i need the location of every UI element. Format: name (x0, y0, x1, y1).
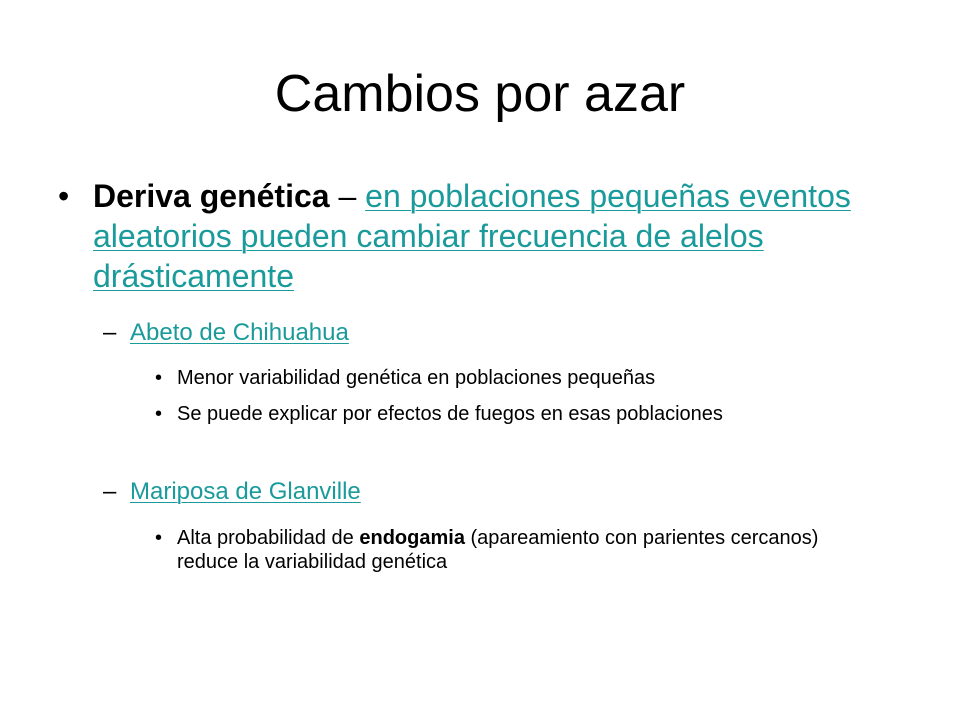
subbullet-abeto (103, 318, 863, 348)
list-item-fuegos (155, 402, 855, 426)
list-item-menor-variabilidad (155, 366, 855, 390)
bullet-marker: • (155, 403, 163, 425)
slide-title: Cambios por azar (274, 65, 686, 123)
link-abeto-de-chihuahua[interactable]: Abeto de Chihuahua (130, 319, 349, 346)
term-deriva-genetica: Deriva genética (93, 178, 330, 214)
dash-marker: – (103, 319, 117, 346)
bullet-marker: • (155, 527, 163, 549)
list-item-text (177, 526, 855, 574)
term-endogamia: endogamia (359, 527, 465, 549)
text-after: (apareamiento con parientes cercanos) reduce la variabilidad genética (177, 527, 819, 573)
term-separator: – (329, 178, 366, 214)
link-mariposa-de-glanville[interactable]: Mariposa de Glanville (130, 478, 361, 505)
bullet-marker: • (58, 178, 70, 214)
list-item-endogamia (155, 526, 855, 574)
bullet-text (93, 176, 858, 296)
list-item-text: Menor variabilidad genética en poblaciones pequeñas (177, 367, 656, 389)
bullet-deriva-genetica (58, 176, 858, 296)
dash-marker: – (103, 478, 117, 505)
subbullet-mariposa (103, 477, 863, 507)
list-item-text: Se puede explicar por efectos de fuegos en esas poblaciones (177, 403, 723, 425)
text-before: Alta probabilidad de (177, 527, 360, 549)
bullet-marker: • (155, 367, 163, 389)
link-deriva-definition[interactable]: en poblaciones pequeñas eventos aleatorios pueden cambiar frecuencia de alelos drásticamente (93, 178, 851, 294)
